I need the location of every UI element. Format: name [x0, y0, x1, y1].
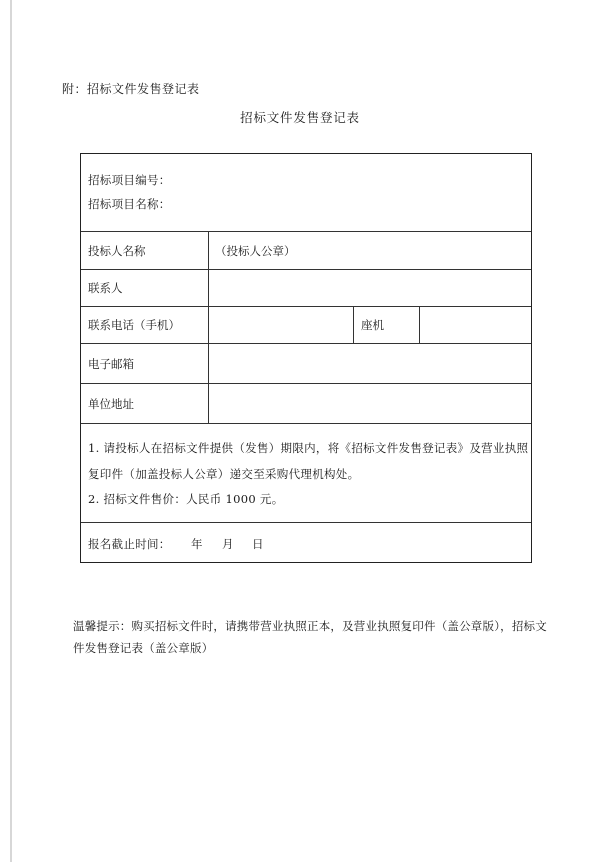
landline-label: 座机	[354, 307, 420, 343]
note-line-3: 2. 招标文件售价：人民币 1000 元。	[88, 492, 284, 506]
phone-row	[81, 307, 531, 344]
contact-label: 联系人	[81, 270, 209, 306]
form-title: 招标文件发售登记表	[240, 110, 360, 125]
project-number-label: 招标项目编号：	[88, 173, 171, 187]
purchase-reminder: 温馨提示：购买招标文件时，请携带营业执照正本，及营业执照复印件（盖公章版），招标文件发售登记表（盖公章版）	[73, 619, 547, 655]
note-line-2: 复印件（加盖投标人公章）递交至采购代理机构处。	[88, 467, 360, 481]
email-field[interactable]	[209, 344, 531, 383]
contact-row	[81, 270, 531, 307]
deadline-row	[81, 523, 531, 562]
notes-row	[81, 424, 531, 523]
address-field[interactable]	[209, 384, 531, 423]
project-info-row	[81, 154, 531, 232]
landline-field[interactable]	[420, 307, 531, 343]
appendix-label: 附：招标文件发售登记表	[62, 82, 200, 96]
deadline-label: 报名截止时间：	[88, 537, 171, 551]
bidder-name-row	[81, 232, 531, 270]
deadline-month: 月	[222, 537, 234, 551]
registration-form-table	[80, 153, 532, 563]
phone-field[interactable]	[209, 307, 354, 343]
bidder-name-value[interactable]: （投标人公章）	[215, 243, 296, 258]
deadline-year: 年	[191, 537, 203, 551]
deadline-day: 日	[252, 537, 264, 551]
note-line-1: 1. 请投标人在招标文件提供（发售）期限内，将《招标文件发售登记表》及营业执照	[88, 441, 529, 455]
phone-label: 联系电话（手机）	[81, 307, 209, 343]
address-row	[81, 384, 531, 424]
page-edge	[10, 0, 12, 862]
address-label: 单位地址	[81, 384, 209, 423]
contact-field[interactable]	[209, 270, 531, 306]
bidder-name-label: 投标人名称	[81, 232, 209, 269]
project-name-label: 招标项目名称：	[88, 197, 171, 211]
email-label: 电子邮箱	[81, 344, 209, 383]
email-row	[81, 344, 531, 384]
